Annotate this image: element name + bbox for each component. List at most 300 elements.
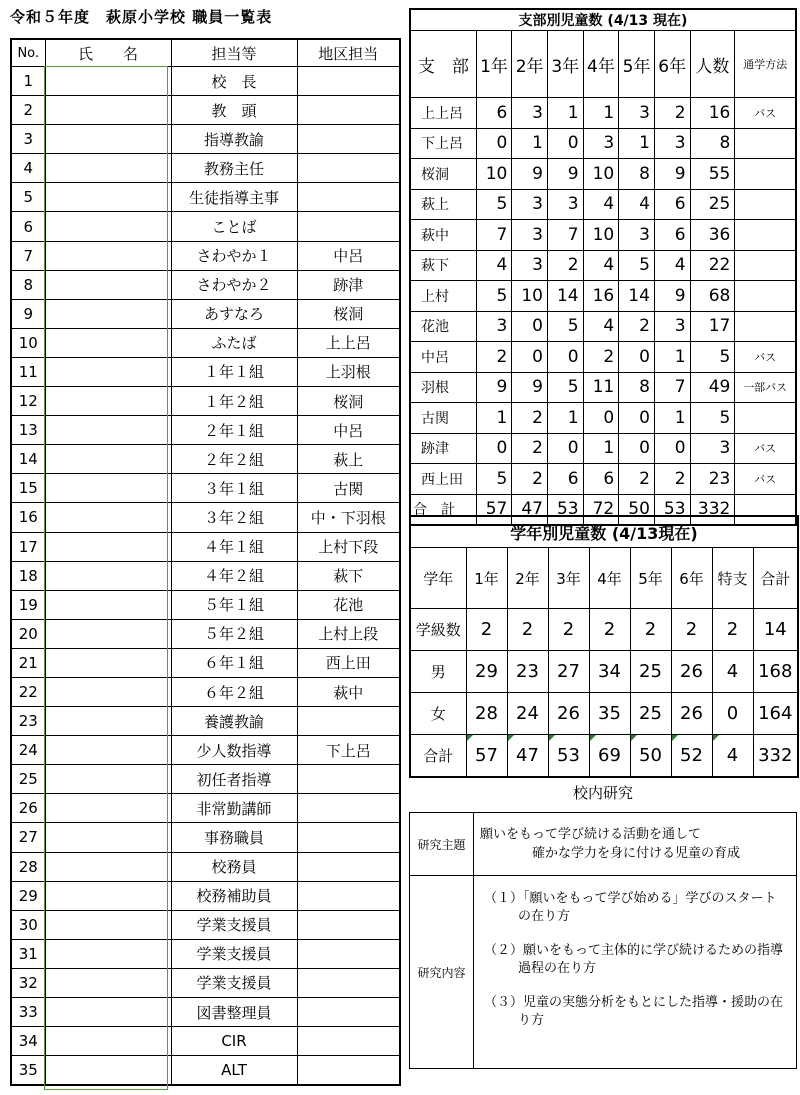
branch-value: 10 xyxy=(512,281,548,312)
branch-value: 3 xyxy=(654,311,690,342)
staff-role: ３年２組 xyxy=(171,503,297,532)
staff-role: ４年１組 xyxy=(171,532,297,561)
staff-name-cell xyxy=(45,852,171,881)
staff-role: さわやか１ xyxy=(171,241,297,270)
grade-value: 25 xyxy=(630,693,671,735)
staff-row xyxy=(11,765,400,794)
branch-value: 0 xyxy=(476,128,512,159)
branch-value: 0 xyxy=(547,433,583,464)
branch-value: 0 xyxy=(512,342,548,373)
branch-value: 3 xyxy=(512,220,548,251)
grade-row xyxy=(410,735,798,778)
branch-row xyxy=(410,128,796,159)
staff-role: 校務員 xyxy=(171,852,297,881)
staff-no: 5 xyxy=(11,183,45,212)
branch-method xyxy=(735,159,796,190)
staff-no: 1 xyxy=(11,67,45,96)
staff-name-cell xyxy=(45,328,171,357)
branch-value: 2 xyxy=(512,403,548,434)
staff-area: 桜洞 xyxy=(297,387,400,416)
grade-header-cell: 2年 xyxy=(507,548,548,609)
staff-no: 27 xyxy=(11,823,45,852)
staff-no: 26 xyxy=(11,794,45,823)
branch-method: バス xyxy=(735,98,796,129)
staff-row xyxy=(11,707,400,736)
branch-value: 5 xyxy=(690,342,735,373)
branch-name: 合 計 xyxy=(410,494,476,525)
staff-no: 2 xyxy=(11,96,45,125)
branch-value: 1 xyxy=(654,342,690,373)
branch-value: 8 xyxy=(690,128,735,159)
branch-row xyxy=(410,403,796,434)
staff-area: 桜洞 xyxy=(297,299,400,328)
staff-no: 29 xyxy=(11,881,45,910)
staff-area: 西上田 xyxy=(297,648,400,677)
staff-name-cell xyxy=(45,736,171,765)
header-no: No. xyxy=(11,39,45,67)
staff-row xyxy=(11,968,400,997)
staff-no: 12 xyxy=(11,387,45,416)
staff-area xyxy=(297,1056,400,1086)
branch-value: 1 xyxy=(654,403,690,434)
staff-no: 3 xyxy=(11,125,45,154)
staff-role: 教 頭 xyxy=(171,96,297,125)
staff-role: CIR xyxy=(171,1027,297,1056)
grade-header-cell: 合計 xyxy=(753,548,798,609)
branch-value: 1 xyxy=(583,433,619,464)
staff-role: ２年２組 xyxy=(171,445,297,474)
staff-role: 校務補助員 xyxy=(171,881,297,910)
branch-value: 2 xyxy=(476,342,512,373)
branch-value: 14 xyxy=(547,281,583,312)
staff-role: 校 長 xyxy=(171,67,297,96)
research-theme-label: 研究主題 xyxy=(410,813,474,876)
grade-value: 2 xyxy=(712,609,753,651)
staff-name-cell xyxy=(45,416,171,445)
branch-value: 3 xyxy=(619,220,655,251)
staff-row xyxy=(11,1056,400,1086)
staff-name-cell xyxy=(45,299,171,328)
staff-no: 21 xyxy=(11,648,45,677)
branch-value: 5 xyxy=(619,250,655,281)
staff-area xyxy=(297,212,400,241)
staff-area xyxy=(297,968,400,997)
branch-value: 0 xyxy=(547,128,583,159)
branch-name: 羽根 xyxy=(410,372,476,403)
grade-value: 2 xyxy=(466,609,507,651)
branch-name: 萩中 xyxy=(410,220,476,251)
grade-value: 2 xyxy=(548,609,589,651)
staff-row xyxy=(11,736,400,765)
branch-value: 2 xyxy=(583,342,619,373)
staff-area xyxy=(297,154,400,183)
branch-name: 跡津 xyxy=(410,433,476,464)
staff-name-cell xyxy=(45,241,171,270)
branch-header-cell: 5年 xyxy=(619,31,655,98)
grade-caption-row xyxy=(410,516,798,548)
staff-no: 8 xyxy=(11,270,45,299)
staff-role: あすなろ xyxy=(171,299,297,328)
staff-area xyxy=(297,910,400,939)
staff-name-cell xyxy=(45,939,171,968)
staff-name-cell xyxy=(45,648,171,677)
branch-method xyxy=(735,403,796,434)
staff-area xyxy=(297,1027,400,1056)
branch-row xyxy=(410,250,796,281)
branch-value: 11 xyxy=(583,372,619,403)
staff-area xyxy=(297,823,400,852)
staff-role: ４年２組 xyxy=(171,561,297,590)
branch-value: 2 xyxy=(512,433,548,464)
staff-row xyxy=(11,212,400,241)
staff-no: 13 xyxy=(11,416,45,445)
branch-value: 4 xyxy=(476,250,512,281)
staff-area: 跡津 xyxy=(297,270,400,299)
branch-value: 0 xyxy=(583,403,619,434)
header-role: 担当等 xyxy=(171,39,297,67)
branch-value: 0 xyxy=(619,342,655,373)
staff-role: 事務職員 xyxy=(171,823,297,852)
branch-value: 4 xyxy=(583,311,619,342)
staff-no: 35 xyxy=(11,1056,45,1086)
staff-no: 28 xyxy=(11,852,45,881)
branch-value: 50 xyxy=(619,494,655,525)
grade-row-label: 学級数 xyxy=(410,609,466,651)
branch-value: 9 xyxy=(654,281,690,312)
branch-value: 2 xyxy=(654,464,690,495)
branch-name: 西上田 xyxy=(410,464,476,495)
research-title: 校内研究 xyxy=(572,784,633,802)
branch-value: 9 xyxy=(654,159,690,190)
research-content-row xyxy=(410,876,797,1069)
staff-row xyxy=(11,910,400,939)
branch-value: 3 xyxy=(654,128,690,159)
branch-name: 中呂 xyxy=(410,342,476,373)
staff-row xyxy=(11,677,400,706)
branch-value: 0 xyxy=(547,342,583,373)
grade-value: 168 xyxy=(753,651,798,693)
staff-row xyxy=(11,503,400,532)
staff-role: 学業支援員 xyxy=(171,968,297,997)
branch-value: 0 xyxy=(476,433,512,464)
research-theme-line2: 確かな学力を身に付ける児童の育成 xyxy=(532,846,741,861)
branch-value: 5 xyxy=(547,311,583,342)
branch-value: 5 xyxy=(476,464,512,495)
branch-table xyxy=(409,8,797,526)
staff-row xyxy=(11,67,400,96)
staff-area xyxy=(297,794,400,823)
grade-row-label: 女 xyxy=(410,693,466,735)
staff-area xyxy=(297,183,400,212)
branch-row xyxy=(410,464,796,495)
staff-row xyxy=(11,387,400,416)
staff-name-cell xyxy=(45,270,171,299)
branch-row xyxy=(410,220,796,251)
staff-role: 指導教諭 xyxy=(171,125,297,154)
branch-method: バス xyxy=(735,342,796,373)
staff-row xyxy=(11,299,400,328)
staff-role: １年１組 xyxy=(171,357,297,386)
staff-no: 23 xyxy=(11,707,45,736)
staff-no: 30 xyxy=(11,910,45,939)
staff-area: 中呂 xyxy=(297,416,400,445)
grade-value: 23 xyxy=(507,651,548,693)
staff-no: 32 xyxy=(11,968,45,997)
staff-name-cell xyxy=(45,387,171,416)
staff-name-cell xyxy=(45,823,171,852)
branch-value: 5 xyxy=(547,372,583,403)
branch-row xyxy=(410,433,796,464)
grade-row xyxy=(410,651,798,693)
staff-row xyxy=(11,590,400,619)
staff-role: ３年１組 xyxy=(171,474,297,503)
branch-value: 8 xyxy=(619,372,655,403)
branch-value: 6 xyxy=(583,464,619,495)
staff-name-cell xyxy=(45,532,171,561)
branch-header-cell: 2年 xyxy=(512,31,548,98)
staff-row xyxy=(11,619,400,648)
branch-row xyxy=(410,159,796,190)
research-item-2: （２）願いをもって主体的に学び続けるための指導過程の在り方 xyxy=(484,943,784,976)
grade-value: 50 xyxy=(630,735,671,778)
branch-value: 10 xyxy=(476,159,512,190)
branch-value: 57 xyxy=(476,494,512,525)
staff-row xyxy=(11,125,400,154)
staff-no: 9 xyxy=(11,299,45,328)
staff-name-cell xyxy=(45,503,171,532)
grade-value: 164 xyxy=(753,693,798,735)
branch-value: 3 xyxy=(476,311,512,342)
branch-value: 2 xyxy=(619,311,655,342)
branch-header-cell: 人数 xyxy=(690,31,735,98)
grade-value: 24 xyxy=(507,693,548,735)
branch-value: 68 xyxy=(690,281,735,312)
branch-value: 3 xyxy=(512,189,548,220)
staff-no: 17 xyxy=(11,532,45,561)
branch-value: 1 xyxy=(512,128,548,159)
branch-method xyxy=(735,220,796,251)
branch-value: 7 xyxy=(547,220,583,251)
staff-area xyxy=(297,707,400,736)
grade-value: 2 xyxy=(589,609,630,651)
grade-row-label: 合計 xyxy=(410,735,466,778)
branch-value: 3 xyxy=(512,98,548,129)
staff-row xyxy=(11,154,400,183)
branch-method xyxy=(735,128,796,159)
grade-value: 35 xyxy=(589,693,630,735)
research-table xyxy=(409,812,797,1069)
branch-value: 53 xyxy=(547,494,583,525)
staff-role: 図書整理員 xyxy=(171,998,297,1027)
research-theme-line1: 願いをもって学び続ける活動を通して xyxy=(480,827,702,842)
staff-role: 生徒指導主事 xyxy=(171,183,297,212)
research-content xyxy=(474,876,797,1069)
branch-value: 4 xyxy=(619,189,655,220)
branch-name: 萩上 xyxy=(410,189,476,220)
branch-value: 6 xyxy=(547,464,583,495)
branch-name: 上村 xyxy=(410,281,476,312)
staff-row xyxy=(11,794,400,823)
branch-method xyxy=(735,250,796,281)
branch-value: 22 xyxy=(690,250,735,281)
staff-row xyxy=(11,96,400,125)
branch-caption-row xyxy=(410,9,796,31)
grade-row xyxy=(410,609,798,651)
grade-value: 4 xyxy=(712,651,753,693)
staff-row xyxy=(11,648,400,677)
branch-value: 47 xyxy=(512,494,548,525)
branch-method xyxy=(735,189,796,220)
staff-role: 学業支援員 xyxy=(171,939,297,968)
research-item-3: （３）児童の実態分析をもとにした指導・援助の在り方 xyxy=(484,995,784,1028)
branch-value: 3 xyxy=(512,250,548,281)
branch-value: 0 xyxy=(512,311,548,342)
staff-role: １年２組 xyxy=(171,387,297,416)
branch-value: 53 xyxy=(654,494,690,525)
branch-value: 7 xyxy=(654,372,690,403)
research-theme-row xyxy=(410,813,797,876)
grade-value: 26 xyxy=(671,651,712,693)
branch-name: 古関 xyxy=(410,403,476,434)
staff-name-cell xyxy=(45,212,171,241)
branch-row xyxy=(410,189,796,220)
branch-header-cell: 3年 xyxy=(547,31,583,98)
staff-area xyxy=(297,852,400,881)
branch-value: 72 xyxy=(583,494,619,525)
branch-value: 49 xyxy=(690,372,735,403)
staff-name-cell xyxy=(45,1027,171,1056)
staff-role: ５年１組 xyxy=(171,590,297,619)
staff-area: 中・下羽根 xyxy=(297,503,400,532)
branch-value: 0 xyxy=(619,433,655,464)
grade-header-cell: 特支 xyxy=(712,548,753,609)
staff-row xyxy=(11,881,400,910)
branch-method xyxy=(735,311,796,342)
grade-value: 14 xyxy=(753,609,798,651)
staff-row xyxy=(11,852,400,881)
staff-name-cell xyxy=(45,590,171,619)
staff-row xyxy=(11,357,400,386)
branch-row xyxy=(410,342,796,373)
grade-value: 28 xyxy=(466,693,507,735)
grade-value: 53 xyxy=(548,735,589,778)
branch-value: 16 xyxy=(690,98,735,129)
staff-name-cell xyxy=(45,96,171,125)
header-name: 氏 名 xyxy=(45,39,171,67)
branch-header-cell: 通学方法 xyxy=(735,31,796,98)
staff-role: 養護教諭 xyxy=(171,707,297,736)
branch-method: 一部バス xyxy=(735,372,796,403)
branch-value: 1 xyxy=(547,98,583,129)
branch-name: 萩下 xyxy=(410,250,476,281)
branch-value: 6 xyxy=(476,98,512,129)
branch-value: 1 xyxy=(547,403,583,434)
staff-row xyxy=(11,270,400,299)
branch-value: 9 xyxy=(547,159,583,190)
branch-value: 2 xyxy=(654,98,690,129)
staff-no: 19 xyxy=(11,590,45,619)
staff-row xyxy=(11,445,400,474)
staff-area: 花池 xyxy=(297,590,400,619)
staff-name-cell xyxy=(45,474,171,503)
branch-value: 2 xyxy=(547,250,583,281)
branch-row xyxy=(410,281,796,312)
staff-area: 萩中 xyxy=(297,677,400,706)
staff-no: 33 xyxy=(11,998,45,1027)
staff-row xyxy=(11,939,400,968)
grade-header-row xyxy=(410,548,798,609)
staff-role: 初任者指導 xyxy=(171,765,297,794)
staff-name-cell xyxy=(45,677,171,706)
branch-value: 36 xyxy=(690,220,735,251)
branch-value: 7 xyxy=(476,220,512,251)
staff-row xyxy=(11,416,400,445)
grade-header-cell: 3年 xyxy=(548,548,589,609)
grade-value: 47 xyxy=(507,735,548,778)
branch-method xyxy=(735,281,796,312)
branch-value: 0 xyxy=(654,433,690,464)
branch-value: 1 xyxy=(619,128,655,159)
staff-area: 萩上 xyxy=(297,445,400,474)
staff-row xyxy=(11,328,400,357)
branch-name: 下上呂 xyxy=(410,128,476,159)
staff-no: 20 xyxy=(11,619,45,648)
staff-area: 上村上段 xyxy=(297,619,400,648)
grade-row-label: 男 xyxy=(410,651,466,693)
staff-role: ６年２組 xyxy=(171,677,297,706)
branch-value: 16 xyxy=(583,281,619,312)
grade-header-cell: 学年 xyxy=(410,548,466,609)
branch-value: 5 xyxy=(476,281,512,312)
staff-row xyxy=(11,474,400,503)
staff-name-cell xyxy=(45,968,171,997)
branch-header-cell: 支 部 xyxy=(410,31,476,98)
staff-role: ことば xyxy=(171,212,297,241)
staff-name-cell xyxy=(45,357,171,386)
staff-role: 少人数指導 xyxy=(171,736,297,765)
staff-role: ALT xyxy=(171,1056,297,1086)
staff-no: 11 xyxy=(11,357,45,386)
staff-row xyxy=(11,183,400,212)
branch-row xyxy=(410,98,796,129)
research-item-1: （１）「願いをもって学び始める」学びのスタートの在り方 xyxy=(484,891,777,924)
branch-value: 3 xyxy=(547,189,583,220)
header-area: 地区担当 xyxy=(297,39,400,67)
branch-row xyxy=(410,311,796,342)
staff-no: 25 xyxy=(11,765,45,794)
staff-area: 上村下段 xyxy=(297,532,400,561)
branch-value: 8 xyxy=(619,159,655,190)
staff-row xyxy=(11,532,400,561)
staff-no: 4 xyxy=(11,154,45,183)
grade-value: 4 xyxy=(712,735,753,778)
branch-value: 5 xyxy=(476,189,512,220)
grade-header-cell: 1年 xyxy=(466,548,507,609)
staff-area xyxy=(297,125,400,154)
branch-value: 1 xyxy=(476,403,512,434)
branch-value: 2 xyxy=(619,464,655,495)
branch-value: 10 xyxy=(583,159,619,190)
branch-value: 55 xyxy=(690,159,735,190)
staff-area xyxy=(297,67,400,96)
grade-row xyxy=(410,693,798,735)
grade-value: 25 xyxy=(630,651,671,693)
branch-value: 4 xyxy=(654,250,690,281)
staff-name-cell xyxy=(45,619,171,648)
grade-caption: 学年別児童数 (4/13現在) xyxy=(410,516,798,548)
staff-role: 非常勤講師 xyxy=(171,794,297,823)
staff-area: 古関 xyxy=(297,474,400,503)
